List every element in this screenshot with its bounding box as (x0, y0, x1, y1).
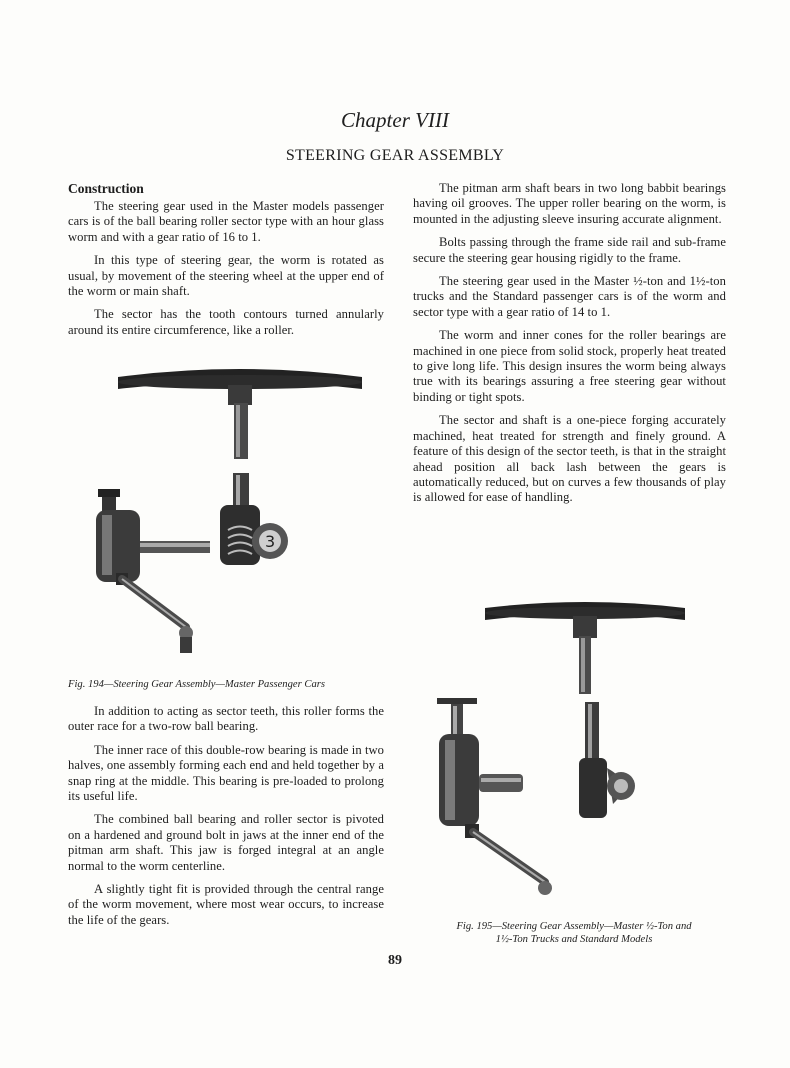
page-title: STEERING GEAR ASSEMBLY (285, 147, 505, 164)
figure-195-caption (424, 920, 724, 946)
svg-text:3: 3 (265, 532, 276, 551)
figure-195-caption-line-2: 1½-Ton Trucks and Standard Models (495, 934, 653, 945)
paragraph: The sector has the tooth contours turned annularly around its entire circumference, like a roller. (68, 307, 384, 337)
paragraph: In addition to acting as sector teeth, this roller forms the outer race for a two-row ball bearing. (68, 704, 384, 734)
paragraph: The steering gear used in the Master models passenger cars is of the ball bearing roller sector type with an hour glass worm and with a gear ratio of 16 to 1. (68, 199, 384, 244)
figure-195-caption-line-1: Fig. 195—Steering Gear Assembly—Master ½-Ton and (456, 921, 692, 932)
left-column-bottom (68, 704, 384, 936)
paragraph: Bolts passing through the frame side rail and sub-frame secure the steering gear housing rigidly to the frame. (413, 235, 726, 265)
paragraph: The inner race of this double-row bearing is made in two halves, one assembly forming each end and held together by a snap ring at the middle. This bearing is pre-loaded to prolong its useful life. (68, 742, 384, 804)
paragraph: The pitman arm shaft bears in two long babbit bearings having oil grooves. The upper roller bearing on the worm, is mounted in the adjusting sleeve insuring accurate alignment. (413, 181, 726, 226)
page-number: 89 (388, 953, 402, 968)
paragraph: A slightly tight fit is provided through the central range of the worm movement, where most wear occurs, to increase the life of the gears. (68, 882, 384, 927)
right-column (413, 181, 726, 514)
paragraph: The combined ball bearing and roller sector is pivoted on a hardened and ground bolt in jaws at the inner end of the pitman arm shaft. This jaw is forged integral at an angle normal to the worm centerline. (68, 812, 384, 873)
chapter-heading: Chapter VIII (341, 108, 449, 132)
figure-195-steering-gear-illustration (425, 598, 725, 908)
figure-194-caption: Fig. 194—Steering Gear Assembly—Master Passenger Cars (68, 679, 325, 690)
figure-194-steering-gear-illustration (90, 365, 390, 665)
left-column-top (68, 181, 384, 346)
paragraph: The sector and shaft is a one-piece forging accurately machined, heat treated for strength and finely ground. A feature of this design of the sector teeth, is that in the straight ahead position all back lash between the gears is automatically reduced, but on curves a few thousands of play is allowed for ease of handling. (413, 413, 726, 505)
paragraph: In this type of steering gear, the worm is rotated as usual, by movement of the steering wheel at the upper end of the worm or main shaft. (68, 253, 384, 299)
paragraph: The worm and inner cones for the roller bearings are machined in one piece from solid stock, properly heat treated to give long life. This design insures the worm being always true with its bearings assuring a free steering gear without binding or tight spots. (413, 328, 726, 404)
section-heading-construction: Construction (68, 181, 144, 196)
paragraph: The steering gear used in the Master ½-ton and 1½-ton trucks and the Standard passenger cars is of the worm and sector type with a gear ratio of 14 to 1. (413, 274, 726, 319)
